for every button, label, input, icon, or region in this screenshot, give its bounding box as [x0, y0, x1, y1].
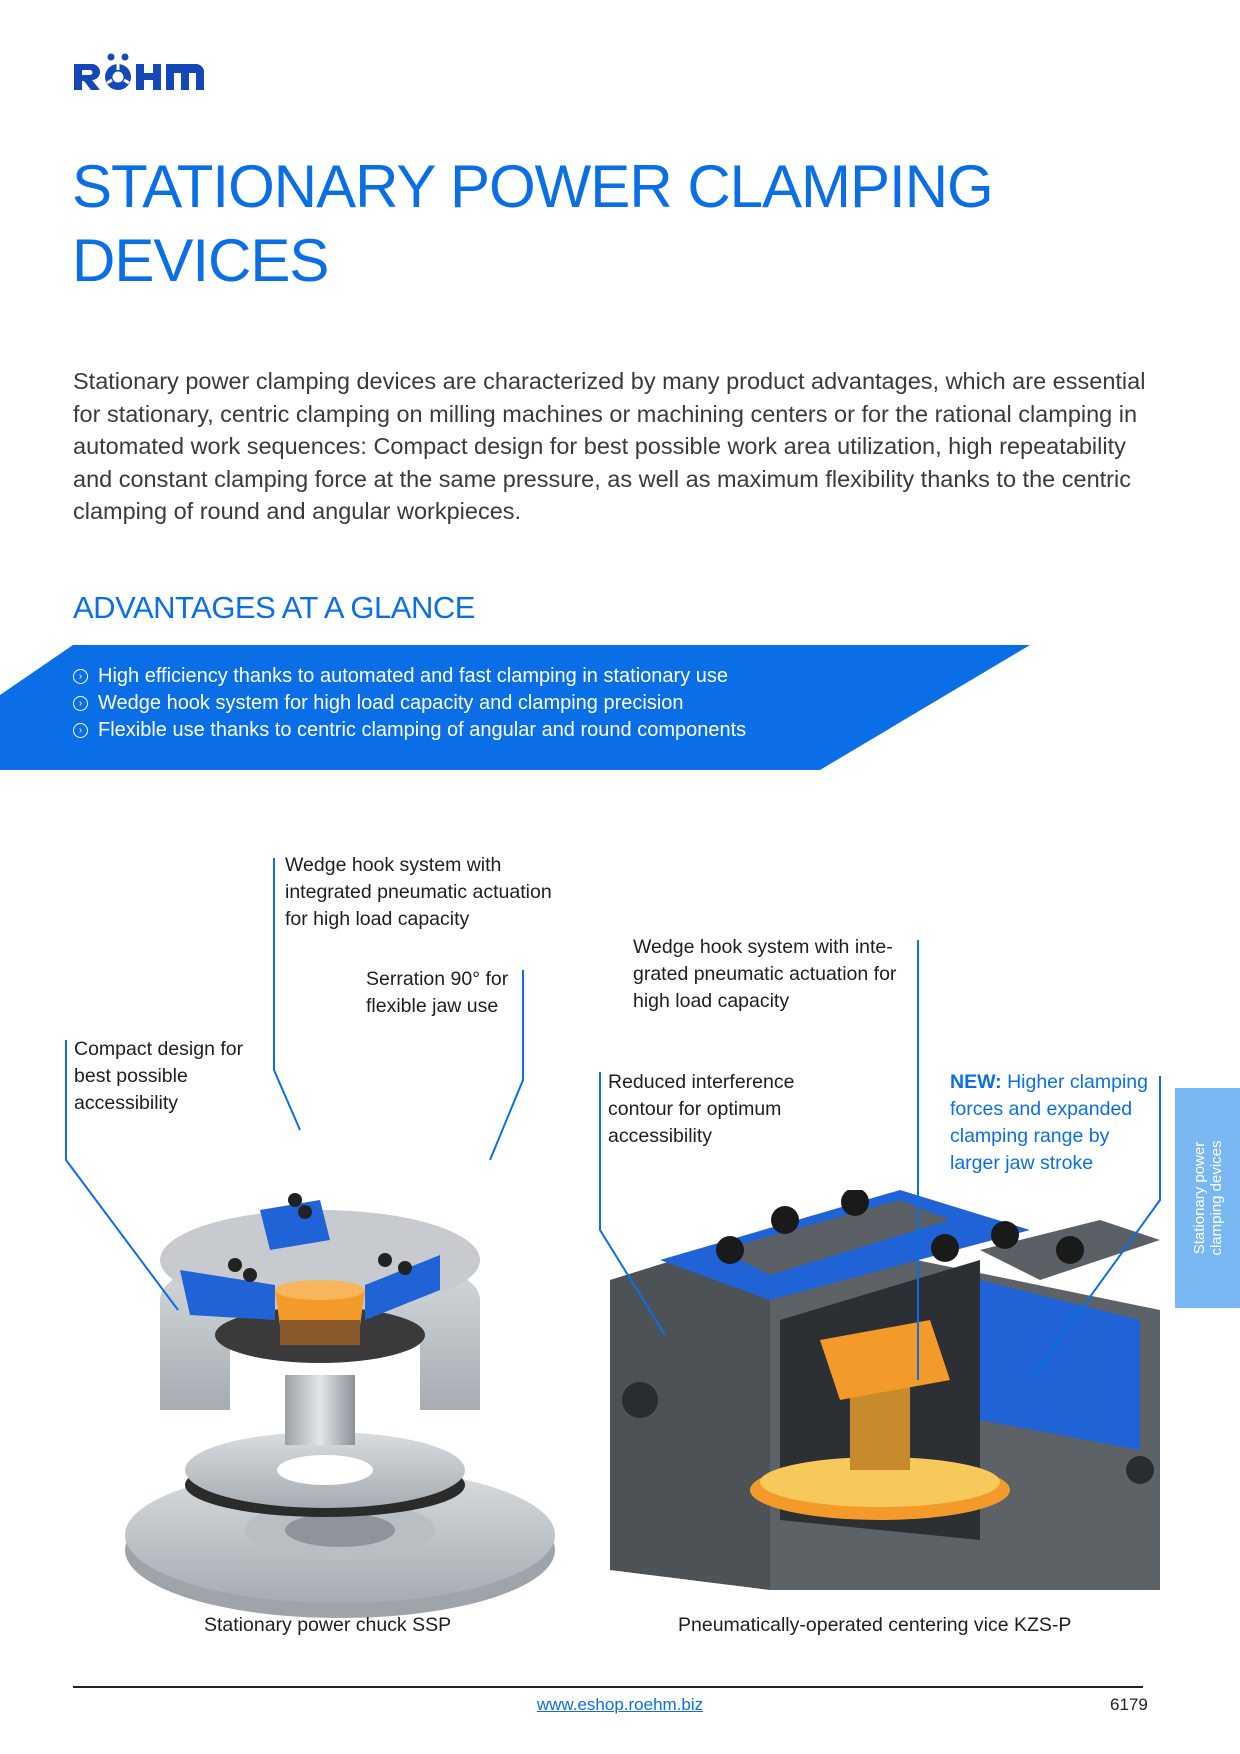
callout-line: best possible: [74, 1065, 188, 1087]
callout-line: clamping range by: [950, 1125, 1110, 1147]
callout-kzs-new: [950, 1069, 1148, 1177]
callout-ssp-wedge: [285, 852, 552, 933]
footer-url-link[interactable]: www.eshop.roehm.biz: [536, 1695, 704, 1714]
page-number: 6179: [1110, 1695, 1148, 1714]
advantage-text: Flexible use thanks to centric clamping of angular and round components: [98, 719, 747, 741]
callout-kzs-wedge: [633, 934, 896, 1015]
callout-line: forces and expanded: [950, 1098, 1133, 1120]
callout-line: Reduced interference: [608, 1071, 795, 1093]
callout-line: Compact design for: [74, 1038, 244, 1060]
caption-ssp: Stationary power chuck SSP: [204, 1614, 452, 1636]
caption-kzs: Pneumatically-operated centering vice KZS-P: [678, 1614, 1072, 1636]
callout-line: accessibility: [608, 1125, 713, 1147]
advantage-text: Wedge hook system for high load capacity and clamping precision: [98, 692, 684, 714]
callout-ssp-compact: [74, 1036, 243, 1117]
callout-text: Higher clamping: [1007, 1071, 1148, 1093]
callout-line: Wedge hook system with: [285, 854, 502, 876]
callout-line: grated pneumatic actuation for: [633, 963, 897, 985]
title-line-2: DEVICES: [72, 227, 329, 294]
advantage-text: High efficiency thanks to automated and fast clamping in stationary use: [98, 665, 728, 687]
callout-line: flexible jaw use: [366, 995, 499, 1017]
callout-line: Serration 90° for: [366, 968, 509, 990]
side-tab-line: Stationary power: [1190, 1141, 1208, 1255]
callout-kzs-reduced: [608, 1069, 794, 1150]
title-line-1: STATIONARY POWER CLAMPING: [72, 153, 993, 220]
callout-line: integrated pneumatic actuation: [285, 881, 552, 903]
intro-paragraph: Stationary power clamping devices are characterized by many product advantages, which are essential for stationary, centric clamping on milling machines or machining centers or for the rational clamping in automated work sequences: Compact design for best possible work area utilization, high repeatability and constant clamping force at the same pressure, as well as maximum flexibility thanks to the centric clamping of round and angular workpieces.: [73, 368, 1146, 524]
callout-line: Wedge hook system with inte-: [633, 936, 893, 958]
side-tab-line: clamping devices: [1207, 1140, 1225, 1256]
callout-line: contour for optimum: [608, 1098, 782, 1120]
callout-ssp-serration: [366, 966, 508, 1020]
side-tab[interactable]: [1175, 1088, 1240, 1308]
new-badge: NEW:: [950, 1071, 1002, 1093]
callout-line: accessibility: [74, 1092, 179, 1114]
callout-line: [950, 1069, 1148, 1096]
callout-line: for high load capacity: [285, 908, 470, 930]
side-tab-label: [1175, 1088, 1240, 1308]
arrow-right-circle-icon: ›: [73, 696, 88, 711]
callout-line: larger jaw stroke: [950, 1152, 1094, 1174]
arrow-right-circle-icon: ›: [73, 669, 88, 684]
callout-line: high load capacity: [633, 990, 790, 1012]
advantages-heading: ADVANTAGES AT A GLANCE: [73, 590, 475, 625]
arrow-right-circle-icon: ›: [73, 723, 88, 738]
footer-divider: [73, 1686, 1143, 1688]
